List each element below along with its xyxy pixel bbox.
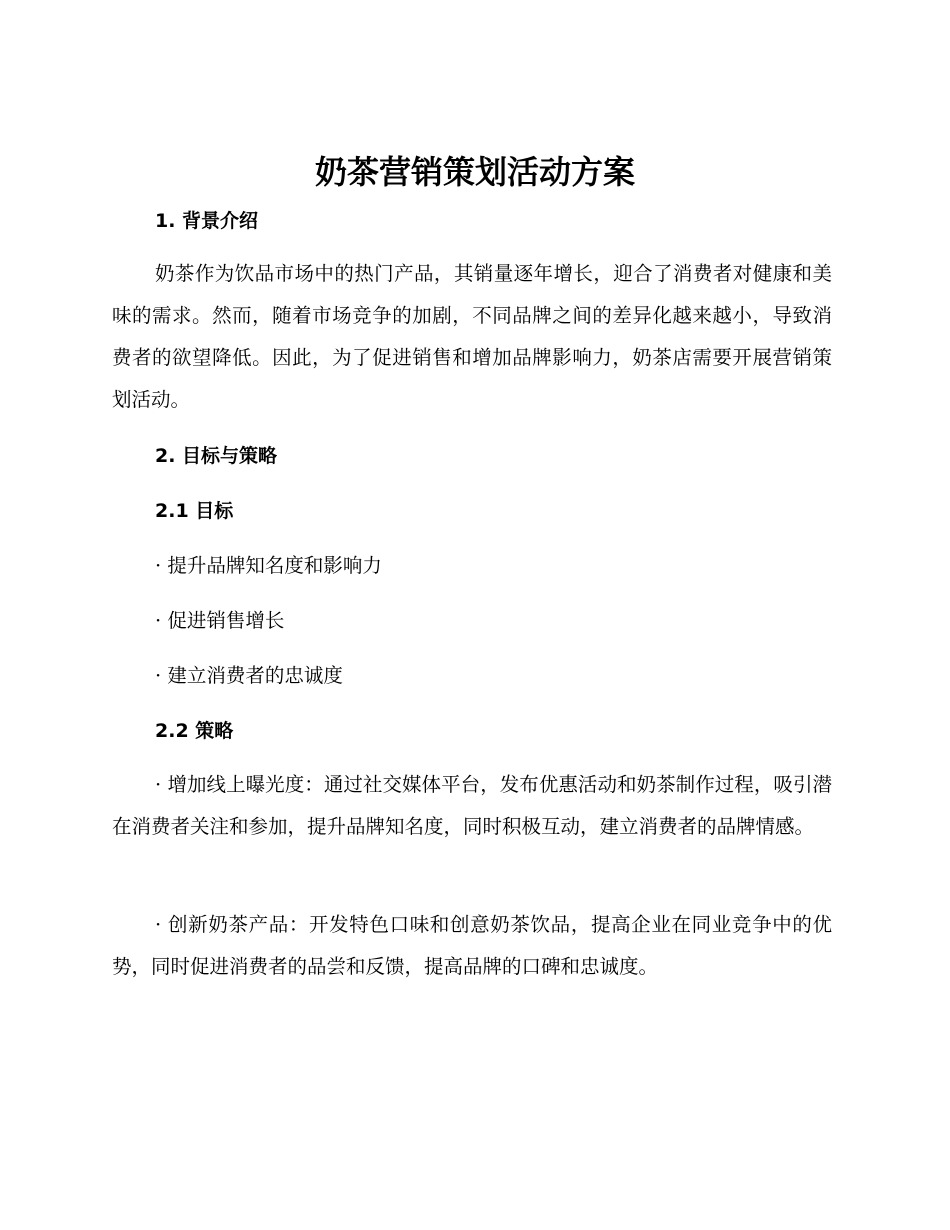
goal-item: · 促进销售增长 [155,609,285,632]
goal-item: · 建立消费者的忠诚度 [155,664,343,687]
section-heading-background: 1. 背景介绍 [155,210,259,232]
section-heading-goals-strategy: 2. 目标与策略 [155,445,278,467]
background-paragraph: 奶茶作为饮品市场中的热门产品，其销量逐年增长，迎合了消费者对健康和美味的需求。然而，随着市场竞争的加剧，不同品牌之间的差异化越来越小，导致消费者的欲望降低。因此，为了促进销售和增加品牌影响力，奶茶店需要开展营销策划活动。 [112,262,832,411]
goal-item: · 提升品牌知名度和影响力 [155,554,382,577]
strategy-item: · 创新奶茶产品：开发特色口味和创意奶茶饮品，提高企业在同业竞争中的优势，同时促进消费者的品尝和反馈，提高品牌的口碑和忠诚度。 [112,913,832,978]
document-title: 奶茶营销策划活动方案 [314,153,635,191]
strategy-item: · 增加线上曝光度：通过社交媒体平台，发布优惠活动和奶茶制作过程，吸引潜在消费者关注和参加，提升品牌知名度，同时积极互动，建立消费者的品牌情感。 [112,773,832,838]
subsection-heading-goals: 2.1 目标 [155,500,234,522]
subsection-heading-strategy: 2.2 策略 [155,720,234,742]
